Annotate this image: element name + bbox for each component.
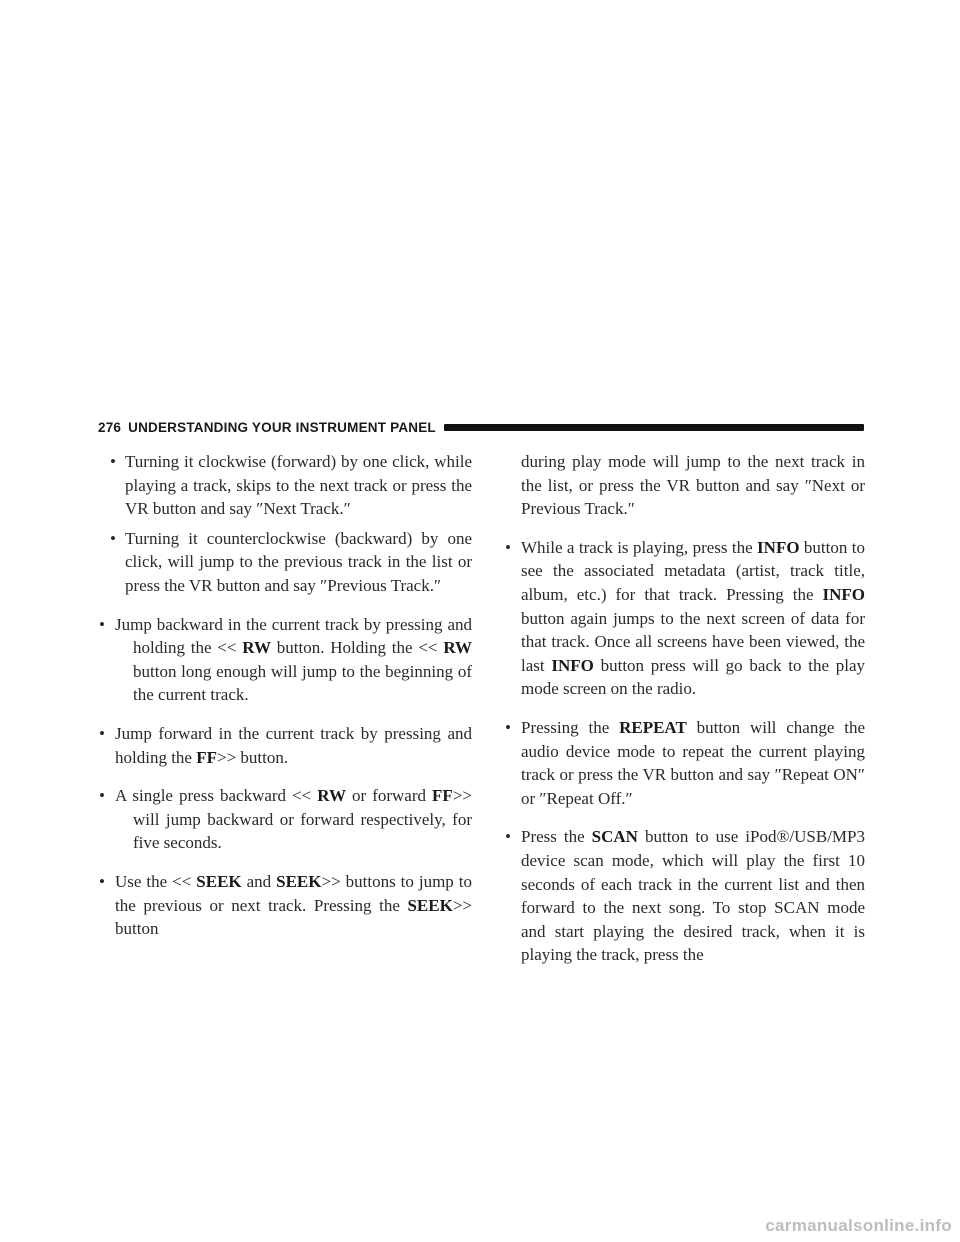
- watermark-text: carmanualsonline.info: [765, 1216, 952, 1235]
- list-item-seek: [97, 870, 472, 941]
- bullet-icon: •: [505, 717, 511, 737]
- repeat-label: REPEAT: [619, 717, 687, 737]
- list-item-scan: [503, 825, 865, 967]
- list-item-seek-continued: [503, 450, 865, 521]
- list-item-counterclockwise: [97, 527, 472, 598]
- bullet-icon: •: [110, 528, 116, 548]
- item-text: Turning it counterclockwise (backward) by one click, will jump to the previous track in the list or press the VR button and say ″Previous Track.″: [125, 528, 472, 595]
- bullet-icon: •: [99, 723, 105, 743]
- header-rule: [444, 424, 864, 431]
- bullet-icon: •: [99, 871, 105, 891]
- ff-label: FF: [432, 786, 453, 806]
- item-text: button again jumps to the next screen of data for that track. Once all screens have been viewed, the last: [521, 608, 865, 675]
- item-text: >> button: [115, 895, 472, 939]
- item-text: during play mode will jump to the next track in the list, or press the VR button and say ″Next or Previous Track.″: [521, 452, 865, 519]
- item-text: Use the <<: [115, 871, 197, 891]
- bullet-icon: •: [110, 452, 116, 471]
- item-text: button to see the associated metadata (artist, track title, album, etc.) for that track. Pressing the: [521, 537, 865, 604]
- rw-label: RW: [443, 638, 472, 658]
- seek-label: SEEK: [196, 871, 242, 891]
- item-text: button will change the audio device mode to repeat the current playing track or press the VR button and say ″Repeat ON″ or ″Repeat Off.″: [521, 717, 865, 808]
- item-text: >> will jump backward or forward respectively, for five seconds.: [133, 786, 472, 853]
- item-text: While a track is playing, press the: [521, 537, 758, 557]
- list-item-jump-forward: [97, 722, 472, 769]
- right-column: [503, 450, 865, 967]
- item-text: button. Holding the <<: [270, 638, 444, 658]
- info-label: INFO: [757, 537, 800, 557]
- page-number: 276: [98, 419, 122, 435]
- item-text: Jump backward in the current track by pressing and holding the <<: [115, 614, 472, 658]
- item-text: button to use iPod®/USB/MP3 device scan mode, which will play the first 10 seconds of each track in the current list and then forward to the next song. To stop SCAN mode and start playing the desired track, when it is playing the track, press the: [521, 827, 865, 965]
- item-text: button press will go back to the play mode screen on the radio.: [521, 655, 865, 699]
- bullet-icon: •: [99, 786, 105, 806]
- bullet-icon: •: [505, 827, 511, 847]
- left-column: [97, 450, 472, 941]
- info-label: INFO: [822, 584, 865, 604]
- item-text: A single press backward <<: [115, 786, 318, 806]
- item-text: Pressing the: [521, 717, 620, 737]
- item-text: and: [241, 871, 277, 891]
- rw-label: RW: [242, 638, 271, 658]
- list-item-jump-backward: [97, 613, 472, 707]
- item-text: Jump forward in the current track by pressing and holding the: [115, 723, 472, 767]
- page-header: [98, 416, 864, 438]
- scan-label: SCAN: [591, 827, 638, 847]
- section-title: UNDERSTANDING YOUR INSTRUMENT PANEL: [128, 419, 436, 435]
- list-item-single-press: [97, 784, 472, 855]
- item-text: button long enough will jump to the beginning of the current track.: [133, 661, 472, 705]
- seek-label: SEEK: [276, 871, 322, 891]
- item-text: >> button.: [217, 747, 289, 767]
- item-text: >> buttons to jump to the previous or next track. Pressing the: [115, 871, 472, 915]
- list-item-info: [503, 536, 865, 701]
- rw-label: RW: [317, 786, 346, 806]
- item-text: Turning it clockwise (forward) by one click, while playing a track, skips to the next track or press the VR button and say ″Next Track.″: [125, 452, 472, 519]
- bullet-icon: •: [505, 537, 511, 557]
- bullet-icon: •: [99, 614, 105, 634]
- list-item-clockwise: [97, 450, 472, 521]
- ff-label: FF: [196, 747, 217, 767]
- info-label: INFO: [551, 655, 594, 675]
- list-item-repeat: [503, 716, 865, 810]
- seek-label: SEEK: [407, 895, 453, 915]
- item-text: or forward: [345, 786, 433, 806]
- item-text: Press the: [521, 827, 592, 847]
